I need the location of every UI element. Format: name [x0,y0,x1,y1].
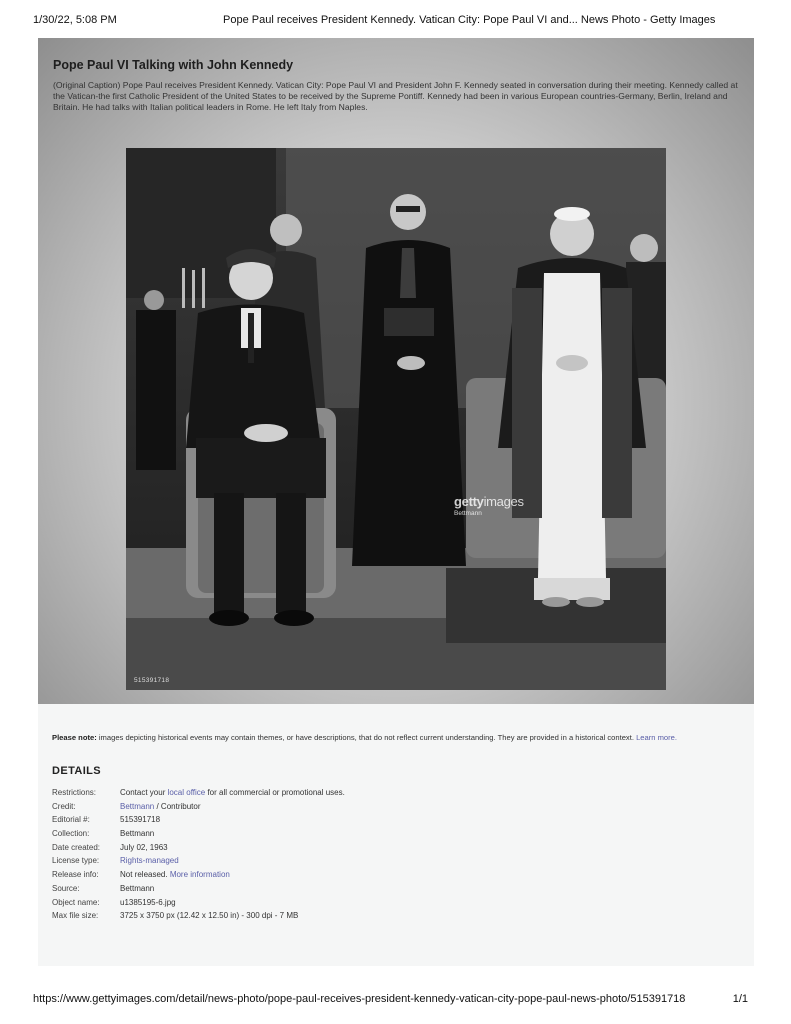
info-section [38,704,754,966]
news-photo[interactable] [126,148,666,690]
getty-watermark [454,494,524,517]
print-url: https://www.gettyimages.com/detail/news-photo/pope-paul-receives-president-kennedy-vatican-city-pope-paul-news-photo/515391718 [33,993,686,1005]
watermark-logo-bold: getty [454,494,484,509]
note-text: images depicting historical events may contain themes, or have descriptions, that do not reflect current understanding. They are provided in a historical context. [96,733,637,742]
details-row-object [52,898,345,912]
details-row-release [52,870,345,884]
more-information-link[interactable]: More information [169,870,230,880]
photo-illustration [126,148,666,690]
object-label: Object name: [52,897,100,907]
details-row-source [52,884,345,898]
credit-bettmann-link[interactable]: Bettmann [120,801,155,811]
editorial-value: 515391718 [120,815,161,825]
watermark-credit: Bettmann [454,510,482,517]
details-row-date [52,843,345,857]
date-value: July 02, 1963 [120,842,168,852]
print-page-title: Pope Paul receives President Kennedy. Vatican City: Pope Paul VI and... News Photo - Getty Images [223,14,716,26]
restrictions-post: for all commercial or promotional uses. [205,788,345,797]
details-row-credit [52,802,345,816]
print-page-number: 1/1 [732,993,748,1005]
credit-value [120,802,201,816]
source-value: Bettmann [120,883,155,893]
rights-managed-link[interactable]: Rights-managed [120,856,179,866]
filesize-value: 3725 x 3750 px (12.42 x 12.50 in) - 300 dpi - 7 MB [120,911,299,921]
filesize-label: Max file size: [52,911,99,921]
release-text: Not released. [120,870,170,880]
object-value: u1385195-6.jpg [120,897,176,907]
date-label: Date created: [52,842,101,852]
details-row-license [52,856,345,870]
details-table [52,788,345,925]
details-row-collection [52,829,345,843]
print-header [33,14,758,30]
restrictions-pre: Contact your [120,788,168,797]
historical-note [52,733,742,742]
release-label: Release info: [52,870,99,880]
details-row-editorial [52,815,345,829]
release-value [120,870,230,884]
details-heading: DETAILS [52,765,102,777]
watermark-logo-light: images [483,494,524,509]
photo-caption: (Original Caption) Pope Paul receives President Kennedy. Vatican City: Pope Paul VI and President John F. Kennedy seated in conversation during their meeting. Kennedy called at the Vatican-the first Catholic President of the United States to be received by the Supreme Pontiff. Kennedy had been in various European countries-Germany, Berlin, Ireland and Britain. He had talks with Italian political leaders in Rome. He left Italy from Naples. [53,80,738,113]
photo-title: Pope Paul VI Talking with John Kennedy [53,58,294,72]
photo-id: 515391718 [134,677,170,684]
details-row-filesize [52,911,345,925]
learn-more-link[interactable]: Learn more. [636,733,678,742]
watermark-logo [454,494,524,509]
hero-section [38,38,754,704]
editorial-label: Editorial #: [52,815,90,825]
print-datetime: 1/30/22, 5:08 PM [33,14,117,26]
details-row-restrictions [52,788,345,802]
collection-value: Bettmann [120,829,155,839]
credit-post: / Contributor [154,801,201,811]
license-label: License type: [52,856,100,866]
note-label: Please note: [52,733,97,742]
local-office-link[interactable]: local office [167,788,206,797]
license-value [120,856,179,870]
collection-label: Collection: [52,829,90,839]
source-label: Source: [52,883,80,893]
credit-label: Credit: [52,801,76,811]
restrictions-value [120,788,345,802]
restrictions-label: Restrictions: [52,788,97,797]
